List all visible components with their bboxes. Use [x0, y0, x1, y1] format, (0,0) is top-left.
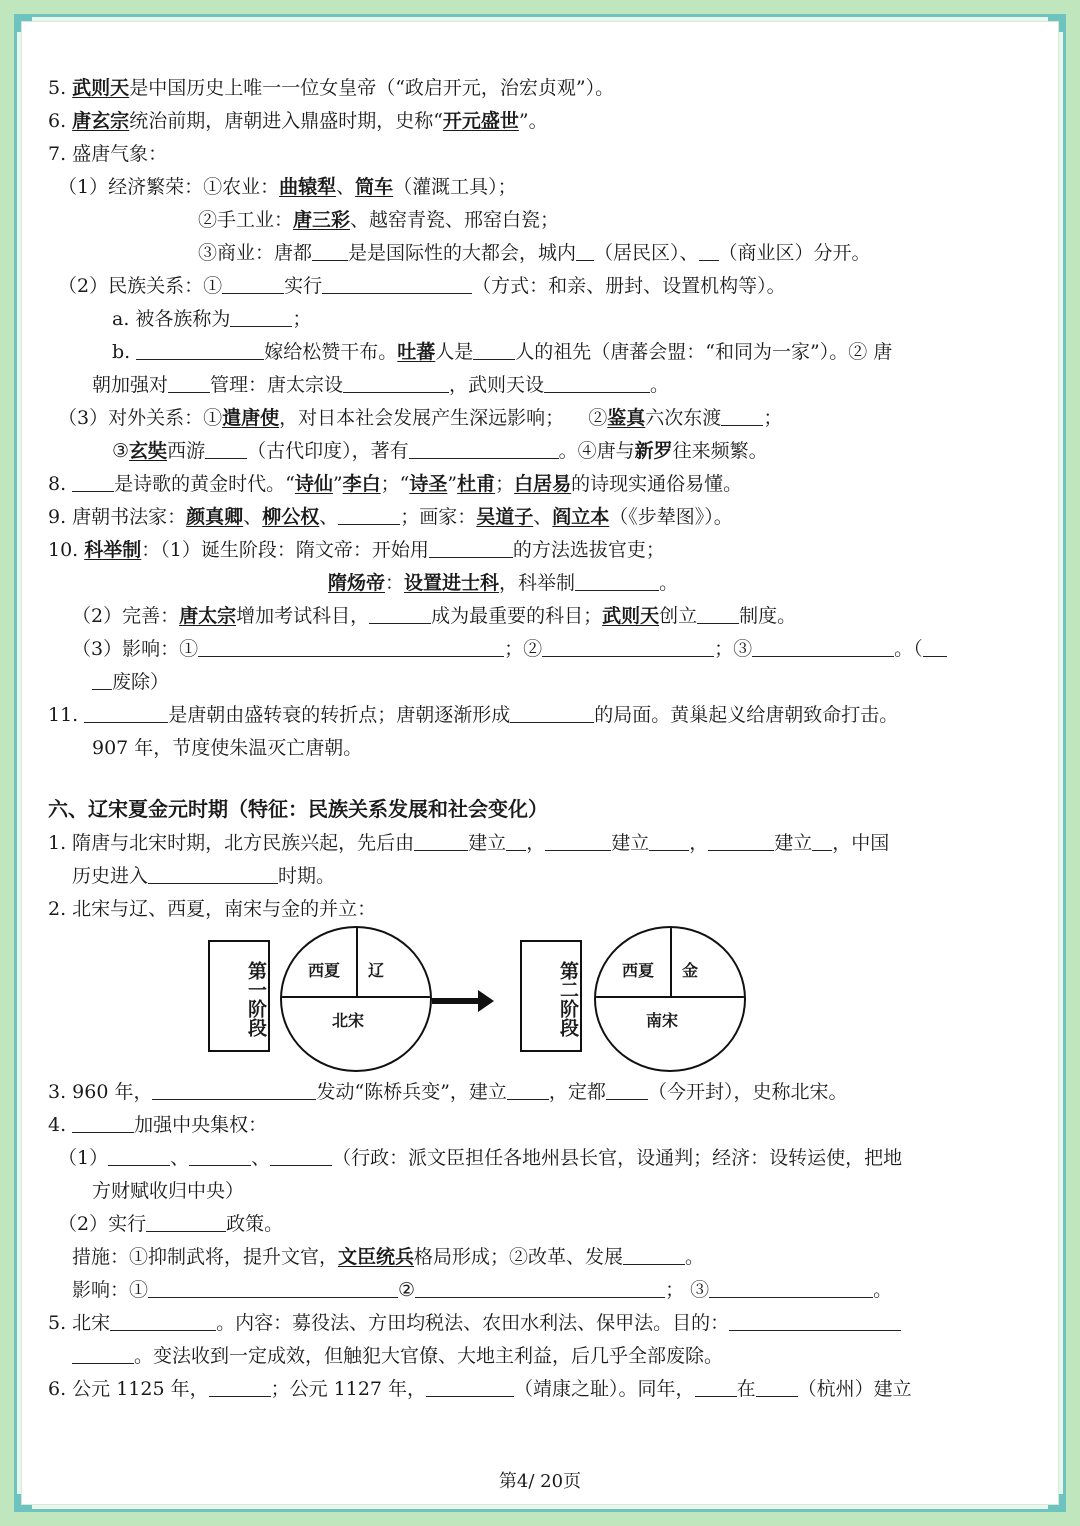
item-9: 9. 唐朝书法家：颜真卿、柳公权、 ；画家：吴道子、阎立本（《步辇图》）。 — [48, 506, 733, 528]
item-7-3-b: ③玄奘西游 （古代印度），著有 。④唐与新罗往来频繁。 — [112, 440, 768, 462]
item-7-1-c: ③商业：唐都 是是国际性的大都会，城内 （居民区）、 （商业区）分开。 — [198, 242, 871, 264]
page-number: 第4/ 20页 — [498, 1471, 582, 1492]
label-jin: 金 — [682, 961, 699, 980]
label-xixia: 西夏 — [308, 961, 341, 980]
item-11-b: 907 年，节度使朱温灭亡唐朝。 — [92, 737, 363, 759]
s6-item-4-1-b: 方财赋收归中央） — [92, 1180, 245, 1202]
item-8: 8. 是诗歌的黄金时代。“诗仙”李白；“诗圣”杜甫；白居易的诗现实通俗易懂。 — [48, 473, 743, 495]
item-10: 10. 科举制：（1）诞生阶段：隋文帝：开始用 的方法选拔官吏； — [48, 539, 665, 561]
s6-item-4-2-b: 措施：①抑制武将，提升文官，文臣统兵格局形成；②改革、发展 。 — [72, 1246, 705, 1268]
item-7-2-a: a. 被各族称为 ； — [112, 308, 312, 330]
item-6: 6. 唐玄宗统治前期，唐朝进入鼎盛时期，史称“开元盛世”。 — [48, 110, 548, 132]
item-10-3-b: 废除） — [48, 666, 998, 699]
item-7-1: （1）经济繁荣：①农业：曲辕犁、筒车（灌溉工具）； — [58, 176, 517, 198]
s6-item-1-b: 历史进入 时期。 — [72, 865, 336, 887]
s6-item-6: 6. 公元 1125 年， ；公元 1127 年， （靖康之耻）。同年， 在 （杭州）建立 — [48, 1378, 912, 1400]
item-5: 5. 武则天是中国历史上唯一一位女皇帝（“政启开元，治宏贞观”）。 — [48, 77, 615, 99]
circle-divider — [596, 996, 744, 998]
item-7-2-c: 朝加强对 管理：唐太宗设 ，武则天设 。 — [92, 374, 670, 396]
item-11: 11. 是唐朝由盛转衰的转折点；唐朝逐渐形成 的局面。黄巢起义给唐朝致命打击。 — [48, 704, 899, 726]
s6-item-5: 5. 北宋 。内容：募役法、方田均税法、农田水利法、保甲法。目的： — [48, 1307, 998, 1340]
s6-item-5-b: 。变法收到一定成效，但触犯大官僚、大地主利益，后几乎全部废除。 — [48, 1340, 998, 1373]
s6-item-2: 2. 北宋与辽、西夏，南宋与金的并立： — [48, 898, 377, 920]
s6-item-4: 4. 加强中央集权： — [48, 1114, 268, 1136]
label-nansong: 南宋 — [646, 1011, 679, 1030]
stage-two-box: 第二阶段 — [520, 940, 582, 1052]
document-content — [48, 72, 998, 1406]
item-10-2: （2）完善：唐太宗增加考试科目， 成为最重要的科目；武则天创立 制度。 — [72, 605, 797, 627]
circle-stage-two — [594, 926, 746, 1072]
s6-item-1: 1. 隋唐与北宋时期，北方民族兴起，先后由 建立 ， 建立 ， 建立 ，中国 — [48, 832, 890, 854]
item-10-1-b: 隋炀帝：设置进士科，科举制 。 — [328, 572, 679, 594]
circle-divider — [282, 996, 430, 998]
item-7-1-b: ②手工业：唐三彩、越窑青瓷、邢窑白瓷； — [198, 209, 560, 231]
label-liao: 辽 — [368, 961, 385, 980]
circle-stage-one — [280, 926, 432, 1072]
circle-divider — [670, 928, 672, 996]
item-7: 7. 盛唐气象： — [48, 143, 168, 165]
item-7-2-b: b. 嫁给松赞干布。吐蕃人是 人的祖先（唐蕃会盟：“和同为一家”）。② 唐 — [112, 341, 893, 363]
section-6-title: 六、辽宋夏金元时期（特征：民族关系发展和社会变化） — [48, 797, 548, 821]
dynasty-diagram — [48, 926, 998, 1076]
label-beisong: 北宋 — [332, 1011, 365, 1030]
item-7-2: （2）民族关系：① 实行 （方式：和亲、册封、设置机构等）。 — [58, 275, 786, 297]
s6-item-4-1: （1） 、 、 （行政：派文臣担任各地州县长官，设通判；经济：设转运使，把地 — [58, 1147, 903, 1169]
s6-item-3: 3. 960 年， 发动“陈桥兵变”，建立 ，定都 （今开封），史称北宋。 — [48, 1081, 848, 1103]
item-10-3: （3）影响：① ；② ；③ 。（ — [48, 633, 998, 666]
circle-divider — [356, 928, 358, 996]
arrow-icon — [432, 998, 480, 1004]
stage-one-box: 第一阶段 — [208, 940, 270, 1052]
s6-item-4-2: （2）实行 政策。 — [58, 1213, 284, 1235]
item-7-3: （3）对外关系：①遣唐使，对日本社会发展产生深远影响； ②鉴真六次东渡 ； — [58, 407, 783, 429]
label-xixia: 西夏 — [622, 961, 655, 980]
s6-item-4-2-c: 影响：① ② ； ③ 。 — [72, 1279, 893, 1301]
